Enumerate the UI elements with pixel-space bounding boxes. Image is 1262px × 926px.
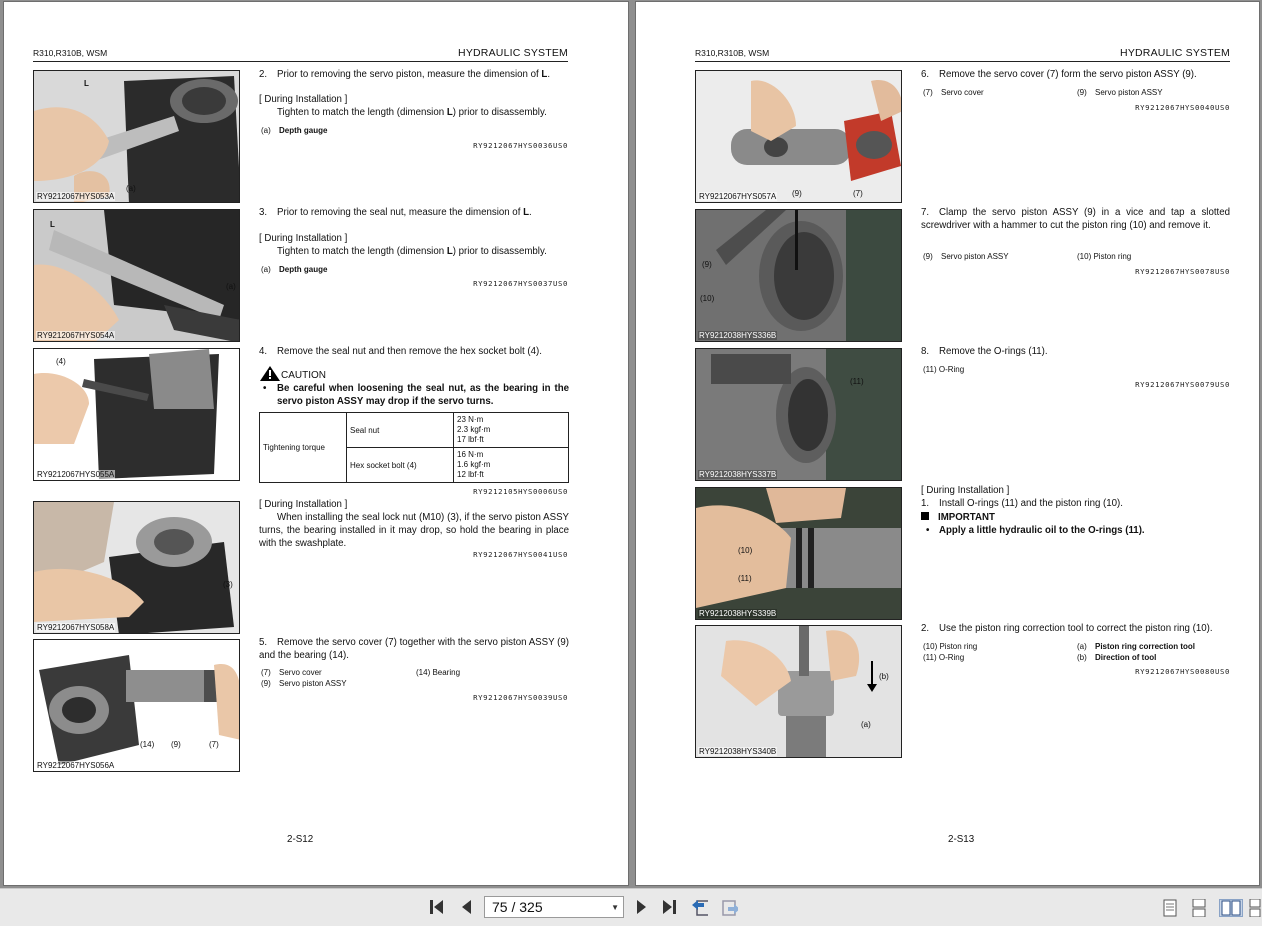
- label-11: (11): [850, 377, 864, 386]
- step-text: Remove the O-rings (11).: [939, 346, 1048, 357]
- legend-value: Depth gauge: [279, 265, 328, 274]
- value-kgf: 2.3 kgf·m: [457, 425, 491, 434]
- photo-art: [696, 626, 902, 758]
- value-lbf: 17 lbf·ft: [457, 435, 484, 444]
- label-L: L: [84, 79, 89, 88]
- row-name: Hex socket bolt (4): [347, 448, 454, 483]
- legend-item: (10) Piston ring: [923, 642, 978, 651]
- page-left: [4, 2, 628, 885]
- installation-note: When installing the seal lock nut (M10) (3), if the servo piston ASSY turns, the bearing installed in it may drop, so hold the bearing in place with the swashplate.: [259, 512, 569, 549]
- photo-measure-servo: [33, 70, 240, 203]
- header-model: R310,R310B, WSM: [33, 48, 108, 58]
- photo-caption: RY9212067HYS054A: [37, 331, 115, 340]
- go-back-icon[interactable]: [690, 898, 708, 916]
- step-number: 3.: [259, 207, 268, 218]
- label-a: (a): [861, 720, 871, 729]
- step-text: Use the piston ring correction tool to correct the piston ring (10).: [939, 623, 1213, 634]
- torque-table: [259, 412, 569, 483]
- photo-install-o-rings: [695, 487, 902, 620]
- reference-code: RY9212067HYS0078US0: [1135, 267, 1230, 276]
- step-5: [259, 636, 569, 662]
- photo-caption: RY9212067HYS058A: [37, 623, 115, 632]
- photo-art: [34, 71, 240, 203]
- photo-hex-bolt: [33, 348, 240, 481]
- page-right: [636, 2, 1259, 885]
- note-text-end: ) prior to disassembly.: [452, 246, 547, 257]
- legend-key: (7): [261, 668, 271, 677]
- page-number-select[interactable]: [484, 896, 624, 918]
- label-9: (9): [702, 260, 712, 269]
- header-rule: [33, 61, 568, 62]
- label-7: (7): [853, 189, 863, 198]
- header-rule: [695, 61, 1230, 62]
- step-number: 2.: [921, 623, 930, 634]
- important-text: Apply a little hydraulic oil to the O-rings (11).: [939, 525, 1145, 536]
- step-6: [921, 68, 1231, 81]
- step-number: 2.: [259, 69, 268, 80]
- last-page-icon[interactable]: [660, 898, 678, 916]
- step-3: [259, 206, 569, 219]
- step-text: Clamp the servo piston ASSY (9) in a vice and tap a slotted screwdriver with a hammer to cut the piston ring (10) and remove it.: [921, 207, 1230, 231]
- step-number: 6.: [921, 69, 930, 80]
- header-section: HYDRAULIC SYSTEM: [1120, 47, 1230, 59]
- reference-code: RY9212067HYS0080US0: [1135, 667, 1230, 676]
- navigation-toolbar: [0, 888, 1262, 926]
- single-page-view-icon[interactable]: [1161, 899, 1179, 917]
- step-7: [921, 206, 1230, 232]
- caution-label: CAUTION: [281, 370, 326, 381]
- legend-value: Servo piston ASSY: [279, 679, 347, 688]
- label-4: (4): [56, 357, 66, 366]
- reference-code: RY9212067HYS0079US0: [1135, 380, 1230, 389]
- label-9: (9): [792, 189, 802, 198]
- go-forward-icon[interactable]: [720, 898, 738, 916]
- row-values: [454, 413, 569, 448]
- continuous-view-icon[interactable]: [1190, 899, 1208, 917]
- value-kgf: 1.6 kgf·m: [457, 460, 491, 469]
- label-7: (7): [209, 740, 219, 749]
- two-page-continuous-icon[interactable]: [1248, 899, 1262, 917]
- photo-art: [696, 349, 902, 481]
- legend-key: (a): [261, 126, 271, 135]
- photo-art: [34, 210, 240, 342]
- legend-key: (a): [1077, 642, 1087, 651]
- photo-caption: RY9212038HYS340B: [699, 747, 777, 756]
- legend-value: Servo piston ASSY: [941, 252, 1009, 261]
- installation-title: [ During Installation ]: [259, 94, 348, 105]
- warning-icon: [259, 365, 281, 382]
- header-section: HYDRAULIC SYSTEM: [458, 47, 568, 59]
- legend-key: (9): [1077, 88, 1087, 97]
- note-text: Tighten to match the length (dimension: [277, 107, 447, 118]
- installation-note: [277, 245, 572, 258]
- reference-code: RY9212067HYS0037US0: [473, 279, 568, 288]
- step-2: [259, 68, 569, 81]
- installation-title: [ During Installation ]: [921, 485, 1010, 496]
- photo-art: [34, 640, 240, 772]
- photo-cut-piston-ring: [695, 209, 902, 342]
- legend-key: (a): [261, 265, 271, 274]
- prev-page-icon[interactable]: [458, 898, 476, 916]
- photo-art: [34, 502, 240, 634]
- label-10: (10): [700, 294, 715, 303]
- step-number: 7.: [921, 207, 930, 218]
- important-label: IMPORTANT: [938, 512, 995, 523]
- label-b: (b): [879, 672, 889, 681]
- step-number: 1.: [921, 498, 930, 509]
- two-page-view-icon[interactable]: [1219, 899, 1243, 917]
- chevron-down-icon[interactable]: ▼: [611, 903, 619, 912]
- label-14: (14): [140, 740, 155, 749]
- photo-caption: RY9212067HYS057A: [699, 192, 777, 201]
- legend-item: (11) O-Ring: [923, 365, 965, 374]
- installation-step-1: [921, 497, 1230, 510]
- page-number: 2-S13: [948, 834, 975, 845]
- note-text: Tighten to match the length (dimension: [277, 246, 447, 257]
- reference-code: RY9212067HYS0036US0: [473, 141, 568, 150]
- legend-item: (10) Piston ring: [1077, 252, 1132, 261]
- photo-art: [696, 71, 902, 203]
- bullet: •: [926, 525, 930, 536]
- reference-code: RY9212067HYS0040US0: [1135, 103, 1230, 112]
- legend-key: (7): [923, 88, 933, 97]
- photo-caption: RY9212038HYS337B: [699, 470, 777, 479]
- page-number-value: 75 / 325: [492, 899, 543, 915]
- caution-block: [259, 365, 326, 382]
- legend-key: (9): [923, 252, 933, 261]
- step-text: Prior to removing the servo piston, measure the dimension of: [277, 69, 542, 80]
- label-11: (11): [738, 574, 752, 583]
- step-text: Remove the servo cover (7) form the servo piston ASSY (9).: [939, 69, 1197, 80]
- step-number: 5.: [259, 637, 268, 648]
- legend-value: Piston ring correction tool: [1095, 642, 1196, 651]
- step-4: [259, 345, 569, 358]
- important-square-icon: [921, 512, 929, 520]
- dimension-L: L: [446, 246, 453, 257]
- legend-key: (b): [1077, 653, 1087, 662]
- photo-servo-cover: [33, 639, 240, 772]
- torque-label: Tightening torque: [260, 413, 347, 483]
- label-10: (10): [738, 546, 753, 555]
- value-lbf: 12 lbf·ft: [457, 470, 484, 479]
- legend-value: Direction of tool: [1095, 653, 1157, 662]
- step-8: [921, 345, 1230, 358]
- label-a: (a): [226, 282, 236, 291]
- step-text: Remove the seal nut and then remove the hex socket bolt (4).: [277, 346, 542, 357]
- installation-note: [277, 106, 572, 119]
- legend-value: Servo cover: [941, 88, 984, 97]
- legend-key: (9): [261, 679, 271, 688]
- page-number: 2-S12: [287, 834, 314, 845]
- caution-text: Be careful when loosening the seal nut, as the bearing in the servo piston ASSY may drop if the servo turns.: [277, 383, 569, 407]
- photo-measure-seal-nut: [33, 209, 240, 342]
- step-text-end: .: [547, 69, 551, 80]
- next-page-icon[interactable]: [632, 898, 650, 916]
- step-text: Remove the servo cover (7) together with the servo piston ASSY (9) and the bearing (14).: [259, 637, 569, 661]
- bullet: •: [263, 383, 267, 394]
- photo-ring-correction-tool: [695, 625, 902, 758]
- first-page-icon[interactable]: [428, 898, 446, 916]
- label-9: (9): [171, 740, 181, 749]
- label-3: (3): [223, 580, 233, 589]
- label-a: (a): [126, 184, 136, 193]
- legend-value: Servo piston ASSY: [1095, 88, 1163, 97]
- photo-caption: RY9212038HYS339B: [699, 609, 777, 618]
- photo-seal-lock-nut: [33, 501, 240, 634]
- step-number: 4.: [259, 346, 268, 357]
- value-nm: 16 N·m: [457, 450, 484, 459]
- photo-caption: RY9212038HYS336B: [699, 331, 777, 340]
- photo-art: [696, 210, 902, 342]
- reference-code: RY9212105HYS0006US0: [473, 487, 568, 496]
- step-text: Prior to removing the seal nut, measure the dimension of: [277, 207, 524, 218]
- photo-art: [34, 349, 240, 481]
- header-model: R310,R310B, WSM: [695, 48, 770, 58]
- photo-remove-servo-cover: [695, 70, 902, 203]
- row-name: Seal nut: [347, 413, 454, 448]
- photo-remove-o-rings: [695, 348, 902, 481]
- note-text-end: ) prior to disassembly.: [452, 107, 547, 118]
- legend-item: (11) O-Ring: [923, 653, 965, 662]
- legend-item: (14) Bearing: [416, 668, 461, 677]
- step-number: 8.: [921, 346, 930, 357]
- photo-art: [696, 488, 902, 620]
- dimension-L: L: [523, 207, 530, 218]
- step-text-end: .: [529, 207, 532, 218]
- row-values: [454, 448, 569, 483]
- step-2-correct-ring: [921, 622, 1230, 635]
- label-L: L: [50, 220, 55, 229]
- photo-caption: RY9212067HYS053A: [37, 192, 115, 201]
- step-text: Install O-rings (11) and the piston ring (10).: [939, 498, 1123, 509]
- reference-code: RY9212067HYS0041US0: [473, 550, 568, 559]
- value-nm: 23 N·m: [457, 415, 484, 424]
- important-block: [921, 511, 995, 524]
- dimension-L: L: [541, 69, 548, 80]
- photo-caption: RY9212067HYS056A: [37, 761, 115, 770]
- legend-value: Depth gauge: [279, 126, 328, 135]
- legend-value: Servo cover: [279, 668, 322, 677]
- installation-title: [ During Installation ]: [259, 233, 348, 244]
- installation-title: [ During Installation ]: [259, 499, 348, 510]
- dimension-L: L: [446, 107, 453, 118]
- photo-caption: RY9212067HYS055A: [37, 470, 115, 479]
- reference-code: RY9212067HYS0039US0: [473, 693, 568, 702]
